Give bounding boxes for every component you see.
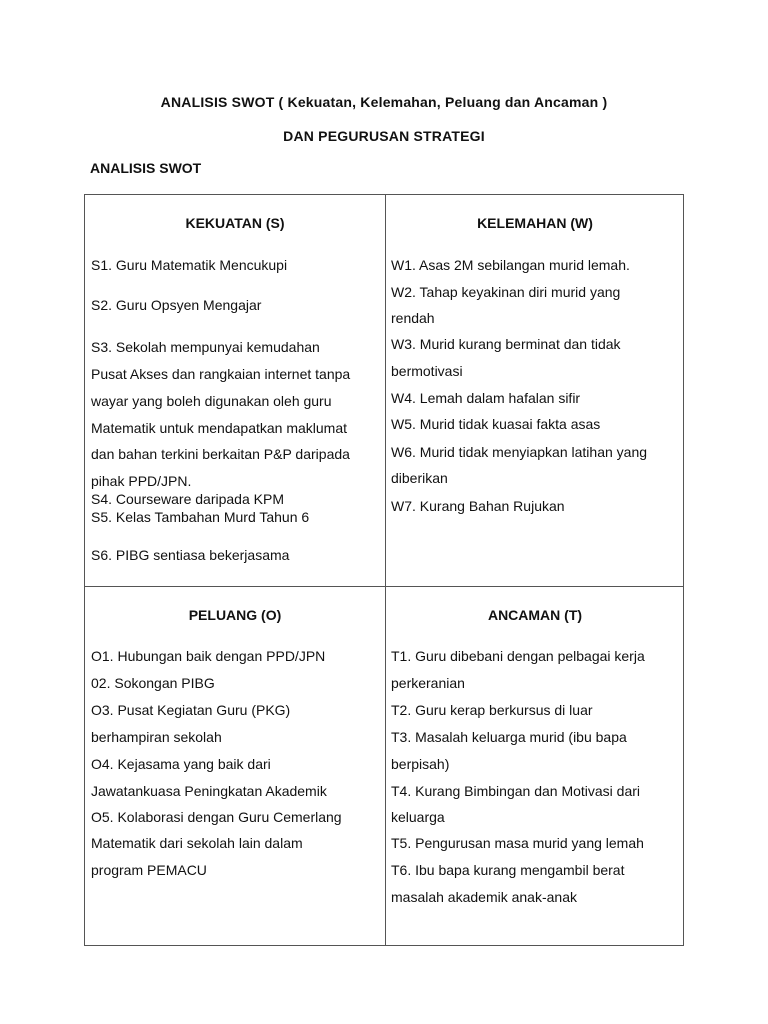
opportunities-heading: PELUANG (O) (188, 607, 282, 623)
opportunity-item: Matematik dari sekolah lain dalam (91, 835, 303, 851)
weakness-item: W7. Kurang Bahan Rujukan (391, 498, 565, 514)
strength-item: wayar yang boleh digunakan oleh guru (91, 393, 332, 409)
opportunity-item: O5. Kolaborasi dengan Guru Cemerlang (91, 809, 342, 825)
weakness-item: bermotivasi (391, 363, 463, 379)
opportunity-item: O4. Kejasama yang baik dari (91, 756, 271, 772)
opportunity-item: program PEMACU (91, 862, 207, 878)
weakness-item: W4. Lemah dalam hafalan sifir (391, 390, 581, 406)
strength-item: pihak PPD/JPN. (91, 473, 192, 489)
opportunity-item: O1. Hubungan baik dengan PPD/JPN (91, 648, 326, 664)
row-divider (85, 586, 683, 587)
section-heading: ANALISIS SWOT (90, 160, 202, 176)
threat-item: masalah akademik anak-anak (391, 889, 577, 905)
strength-item: Matematik untuk mendapatkan maklumat (91, 420, 348, 436)
strength-item: Pusat Akses dan rangkaian internet tanpa (91, 366, 351, 382)
strengths-heading: KEKUATAN (S) (185, 215, 285, 231)
opportunity-item: O3. Pusat Kegiatan Guru (PKG) (91, 702, 291, 718)
weakness-item: W1. Asas 2M sebilangan murid lemah. (391, 257, 630, 273)
strength-item: S3. Sekolah mempunyai kemudahan (91, 339, 320, 355)
threat-item: perkeranian (391, 675, 465, 691)
opportunity-item: Jawatankuasa Peningkatan Akademik (91, 783, 327, 799)
threat-item: berpisah) (391, 756, 450, 772)
threat-item: T2. Guru kerap berkursus di luar (391, 702, 593, 718)
threat-item: T5. Pengurusan masa murid yang lemah (391, 835, 644, 851)
strength-item: S5. Kelas Tambahan Murd Tahun 6 (91, 509, 310, 525)
strength-item: S6. PIBG sentiasa bekerjasama (91, 547, 290, 563)
weakness-item: diberikan (391, 470, 448, 486)
opportunity-item: berhampiran sekolah (91, 729, 222, 745)
weakness-item: W3. Murid kurang berminat dan tidak (391, 336, 621, 352)
strength-item: dan bahan terkini berkaitan P&P daripada (91, 446, 350, 462)
threat-item: T1. Guru dibebani dengan pelbagai kerja (391, 648, 645, 664)
weaknesses-heading: KELEMAHAN (W) (477, 215, 593, 231)
threat-item: T3. Masalah keluarga murid (ibu bapa (391, 729, 627, 745)
threat-item: T6. Ibu bapa kurang mengambil berat (391, 862, 625, 878)
page-title-line-2: DAN PEGURUSAN STRATEGI (283, 128, 485, 144)
swot-table (84, 194, 684, 946)
strength-item: S2. Guru Opsyen Mengajar (91, 297, 262, 313)
threats-heading: ANCAMAN (T) (487, 607, 583, 623)
threat-item: T4. Kurang Bimbingan dan Motivasi dari (391, 783, 641, 799)
weakness-item: W2. Tahap keyakinan diri murid yang (391, 284, 621, 300)
strength-item: S1. Guru Matematik Mencukupi (91, 257, 288, 273)
column-divider (385, 195, 386, 945)
strength-item: S4. Courseware daripada KPM (91, 491, 284, 507)
weakness-item: rendah (391, 310, 435, 326)
weakness-item: W5. Murid tidak kuasai fakta asas (391, 416, 601, 432)
weakness-item: W6. Murid tidak menyiapkan latihan yang (391, 444, 648, 460)
threat-item: keluarga (391, 809, 445, 825)
opportunity-item: 02. Sokongan PIBG (91, 675, 215, 691)
page-title-line-1: ANALISIS SWOT ( Kekuatan, Kelemahan, Peluang dan Ancaman ) (160, 94, 608, 110)
